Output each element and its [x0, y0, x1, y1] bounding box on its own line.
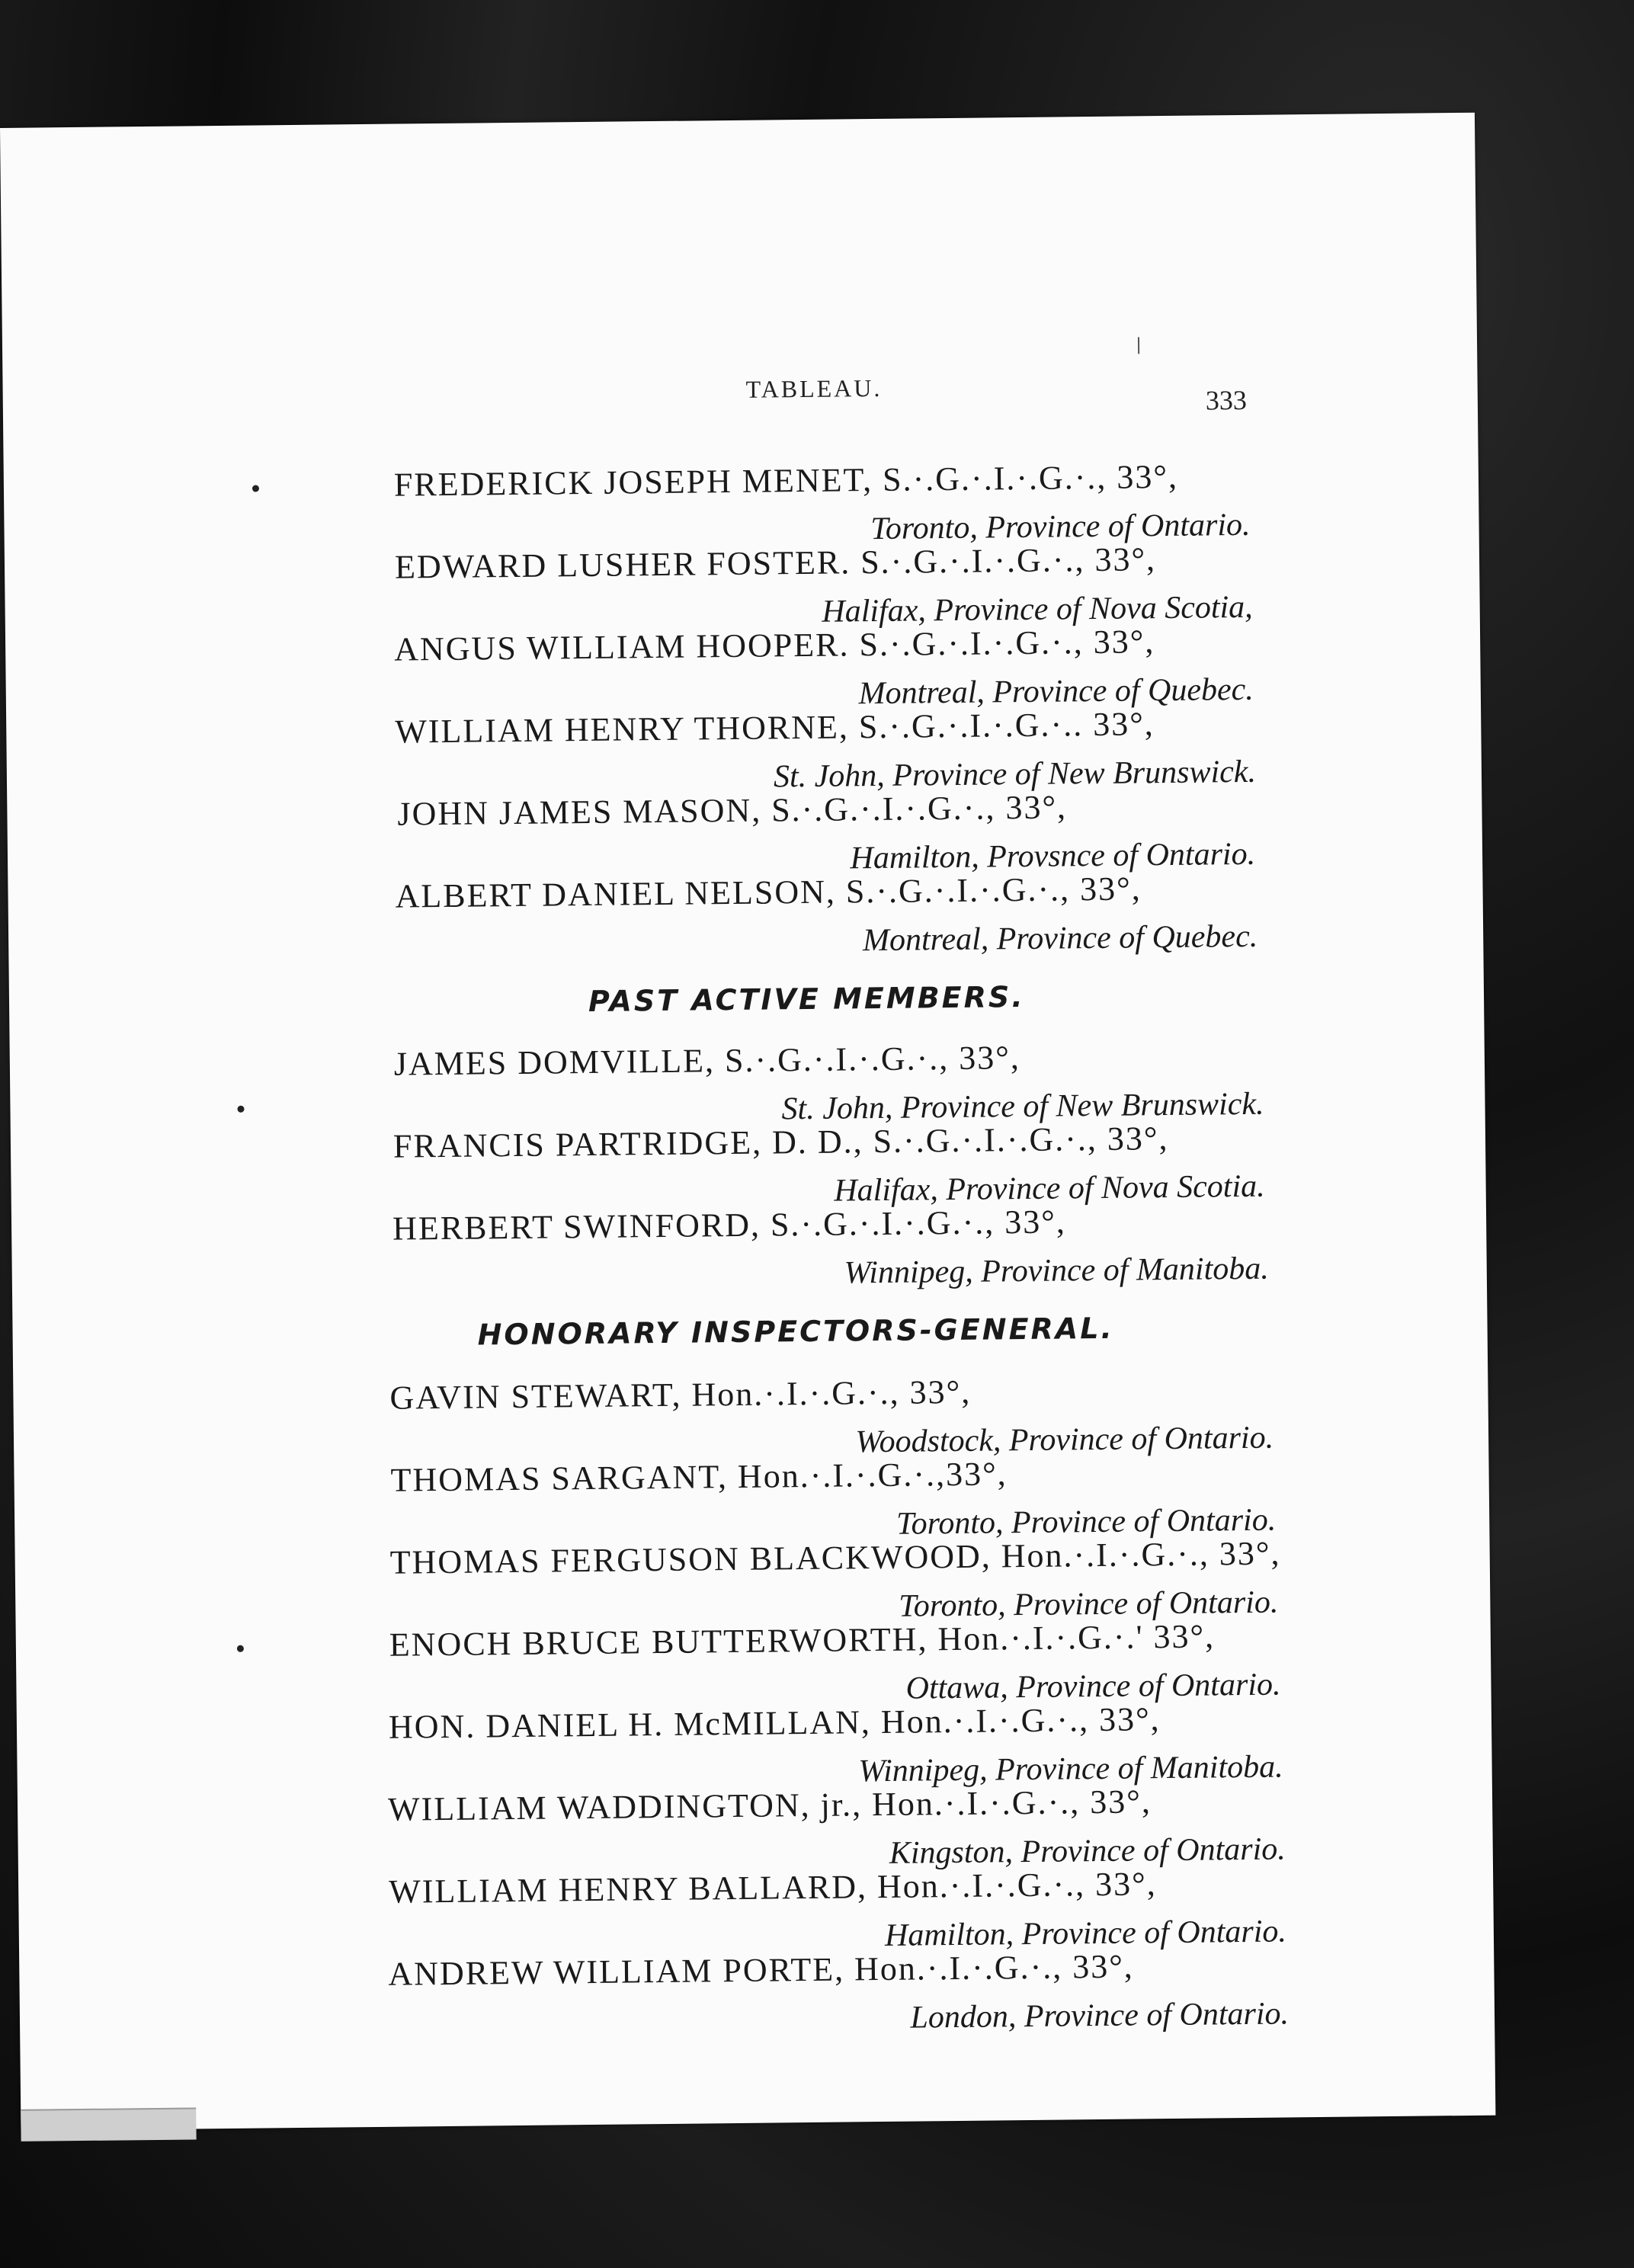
member-place: Hamilton, Provsnce of Ontario. — [850, 836, 1256, 876]
member-name: JOHN JAMES MASON, S.·.G.·.I.·.G.·., 33°, — [397, 788, 1068, 833]
member-entry — [5, 619, 1480, 712]
member-place: Toronto, Province of Ontario. — [870, 507, 1251, 547]
member-entry — [7, 783, 1482, 876]
member-place: Toronto, Province of Ontario. — [898, 1584, 1279, 1624]
member-place: Kingston, Province of Ontario. — [889, 1831, 1286, 1871]
member-name: WILLIAM HENRY THORNE, S.·.G.·.I.·.G.·.. 33°, — [395, 705, 1155, 751]
member-place: Montreal, Province of Quebec. — [858, 671, 1254, 712]
member-place: St. John, Province of New Brunswick. — [773, 754, 1257, 795]
member-name: WILLIAM WADDINGTON, jr., Hon.·.I.·.G.·., 33°, — [387, 1783, 1152, 1828]
member-place: St. John, Province of New Brunswick. — [781, 1086, 1264, 1127]
member-place: London, Province of Ontario. — [910, 1996, 1290, 2036]
member-name: WILLIAM HENRY BALLARD, Hon.·.I.·.G.·., 33°, — [389, 1865, 1157, 1911]
member-place: Hamilton, Province of Ontario. — [884, 1914, 1287, 1953]
running-head: TABLEAU. — [745, 373, 883, 403]
member-name: THOMAS FERGUSON BLACKWOOD, Hon.·.I.·.G.·., 33°, — [389, 1534, 1281, 1581]
member-name: THOMAS SARGANT, Hon.·.I.·.G.·.,33°, — [390, 1455, 1008, 1499]
member-place: Winnipeg, Province of Manitoba. — [844, 1251, 1270, 1291]
member-place: Montreal, Province of Quebec. — [862, 918, 1258, 959]
member-entry — [6, 701, 1481, 795]
member-place: Toronto, Province of Ontario. — [895, 1502, 1277, 1542]
page-edge — [21, 2107, 196, 2141]
page-header — [3, 368, 1479, 444]
margin-mark — [1138, 337, 1139, 354]
member-name: HERBERT SWINFORD, S.·.G.·.I.·.G.·., 33°, — [392, 1203, 1067, 1248]
margin-speck — [237, 1106, 244, 1113]
member-entry — [8, 866, 1482, 959]
member-entry — [13, 1367, 1488, 1460]
member-entry — [5, 537, 1479, 629]
member-name: HON. DANIEL H. McMILLAN, Hon.·.I.·.G.·., 33°, — [388, 1700, 1161, 1746]
member-name: FRANCIS PARTRIDGE, D. D., S.·.G.·.I.·.G.·., 33°, — [392, 1120, 1169, 1165]
margin-speck — [237, 1645, 244, 1652]
section-heading-past-active: PAST ACTIVE MEMBERS. — [588, 979, 1025, 1018]
member-entry — [4, 454, 1479, 547]
member-name: ANDREW WILLIAM PORTE, Hon.·.I.·.G.·., 33°, — [388, 1947, 1135, 1993]
member-place: Ottawa, Province of Ontario. — [905, 1667, 1281, 1706]
member-name: JAMES DOMVILLE, S.·.G.·.I.·.G.·., 33°, — [393, 1039, 1021, 1083]
member-name: ENOCH BRUCE BUTTERWORTH, Hon.·.I.·.G.·.' 33°, — [389, 1617, 1216, 1664]
member-place: Halifax, Province of Nova Scotia, — [822, 589, 1253, 629]
member-name: ANGUS WILLIAM HOOPER. S.·.G.·.I.·.G.·., 33°, — [393, 623, 1155, 668]
member-place: Woodstock, Province of Ontario. — [855, 1420, 1274, 1460]
member-entry — [14, 1532, 1489, 1624]
member-name: FREDERICK JOSEPH MENET, S.·.G.·.I.·.G.·., 33°, — [393, 457, 1179, 504]
section-heading-honorary: HONORARY INSPECTORS-GENERAL. — [477, 1311, 1115, 1352]
page-number: 333 — [1205, 384, 1248, 416]
margin-speck — [252, 485, 259, 492]
member-name: EDWARD LUSHER FOSTER. S.·.G.·.I.·.G.·., 33°, — [394, 540, 1157, 586]
member-name: ALBERT DANIEL NELSON, S.·.G.·.I.·.G.·., 33°, — [395, 870, 1142, 915]
member-place: Halifax, Province of Nova Scotia. — [834, 1168, 1265, 1209]
member-entry — [10, 1033, 1485, 1127]
member-name: GAVIN STEWART, Hon.·.I.·.G.·., 33°, — [389, 1373, 972, 1417]
book-page — [0, 113, 1495, 2131]
member-place: Winnipeg, Province of Manitoba. — [858, 1749, 1283, 1789]
